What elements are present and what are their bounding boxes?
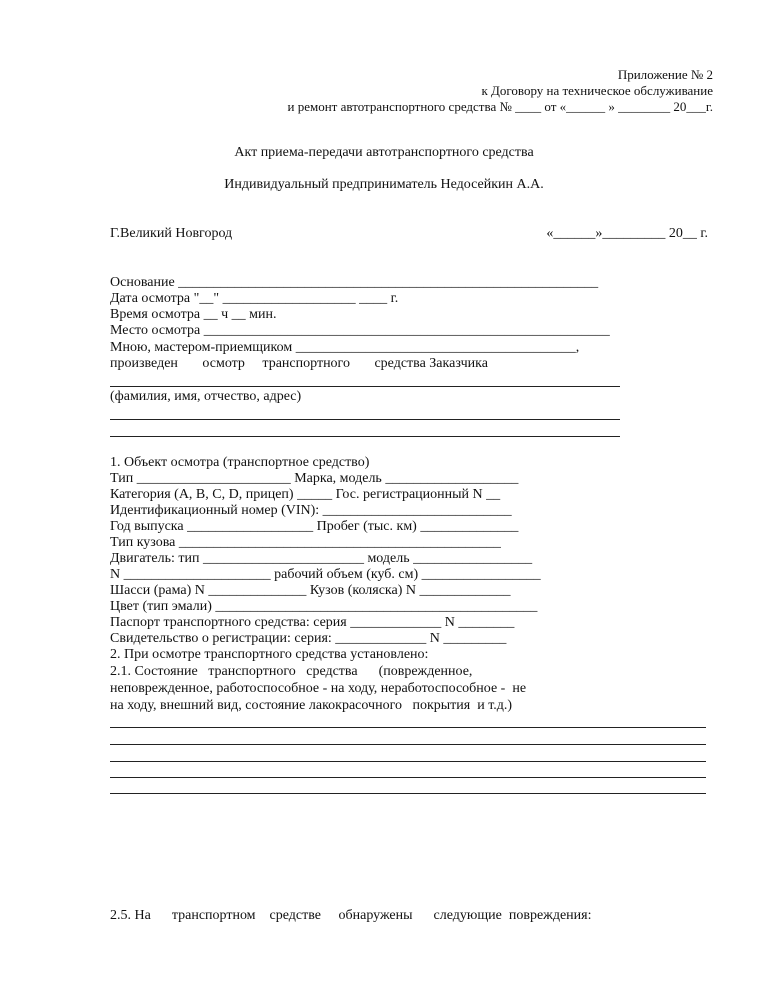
chassis-field: Шасси (рама) N ______________ Кузов (коляска) N _____________ bbox=[110, 583, 511, 598]
color-field: Цвет (тип эмали) ______________________________________________ bbox=[110, 599, 538, 614]
state-description-line2: неповрежденное, работоспособное - на ходу, неработоспособное - не bbox=[110, 681, 527, 696]
damage-heading: 2.5. На транспортном средстве обнаружены следующие повреждения: bbox=[110, 908, 592, 923]
customer-blank-line bbox=[110, 386, 620, 387]
customer-hint: (фамилия, имя, отчество, адрес) bbox=[110, 389, 302, 404]
entrepreneur-name: Индивидуальный предприниматель Недосейкин А.А. bbox=[224, 177, 544, 192]
engine-field: Двигатель: тип _______________________ модель _________________ bbox=[110, 551, 533, 566]
state-blank-line bbox=[110, 744, 706, 745]
state-description-line3: на ходу, внешний вид, состояние лакокрасочного покрытия и т.д.) bbox=[110, 698, 513, 713]
type-model-field: Тип ______________________ Марка, модель ___________________ bbox=[110, 471, 519, 486]
date-line: «______»_________ 20__ г. bbox=[546, 226, 708, 241]
state-blank-line bbox=[110, 727, 706, 728]
engine-number-field: N _____________________ рабочий объем (куб. см) _________________ bbox=[110, 567, 541, 582]
contract-reference-line1: к Договору на техническое обслуживание bbox=[481, 83, 713, 98]
state-blank-line bbox=[110, 777, 706, 778]
inspection-time-field: Время осмотра __ ч __ мин. bbox=[110, 307, 277, 322]
category-field: Категория (A, B, C, D, прицеп) _____ Гос. регистрационный N __ bbox=[110, 487, 501, 502]
city-label: Г.Великий Новгород bbox=[110, 226, 233, 241]
inspection-place-field: Место осмотра __________________________________________________________ bbox=[110, 323, 610, 338]
inspection-date-field: Дата осмотра "__" ___________________ ____ г. bbox=[110, 291, 399, 306]
state-blank-line bbox=[110, 761, 706, 762]
basis-field: Основание ____________________________________________________________ bbox=[110, 275, 599, 290]
body-type-field: Тип кузова ______________________________________________ bbox=[110, 535, 501, 550]
document-title: Акт приема-передачи автотранспортного средства bbox=[234, 145, 534, 160]
customer-blank-line-2 bbox=[110, 419, 620, 420]
appendix-label: Приложение № 2 bbox=[617, 67, 713, 82]
passport-field: Паспорт транспортного средства: серия _____________ N ________ bbox=[110, 615, 515, 630]
section2-heading: 2. При осмотре транспортного средства установлено: bbox=[110, 647, 429, 662]
state-blank-line bbox=[110, 793, 706, 794]
customer-blank-line-3 bbox=[110, 436, 620, 437]
certificate-field: Свидетельство о регистрации: серия: _____________ N _________ bbox=[110, 631, 507, 646]
year-mileage-field: Год выпуска __________________ Пробег (тыс. км) ______________ bbox=[110, 519, 519, 534]
state-description-line1: 2.1. Состояние транспортного средства (поврежденное, bbox=[110, 664, 473, 679]
vin-field: Идентификационный номер (VIN): ___________________________ bbox=[110, 503, 512, 518]
section1-heading: 1. Объект осмотра (транспортное средство) bbox=[110, 455, 370, 470]
performed-line: произведен осмотр транспортного средства Заказчика bbox=[110, 356, 488, 371]
contract-reference-line2: и ремонт автотранспортного средства № ____ от «______ » ________ 20___г. bbox=[287, 99, 713, 114]
master-field: Мною, мастером-приемщиком ________________________________________, bbox=[110, 340, 580, 355]
